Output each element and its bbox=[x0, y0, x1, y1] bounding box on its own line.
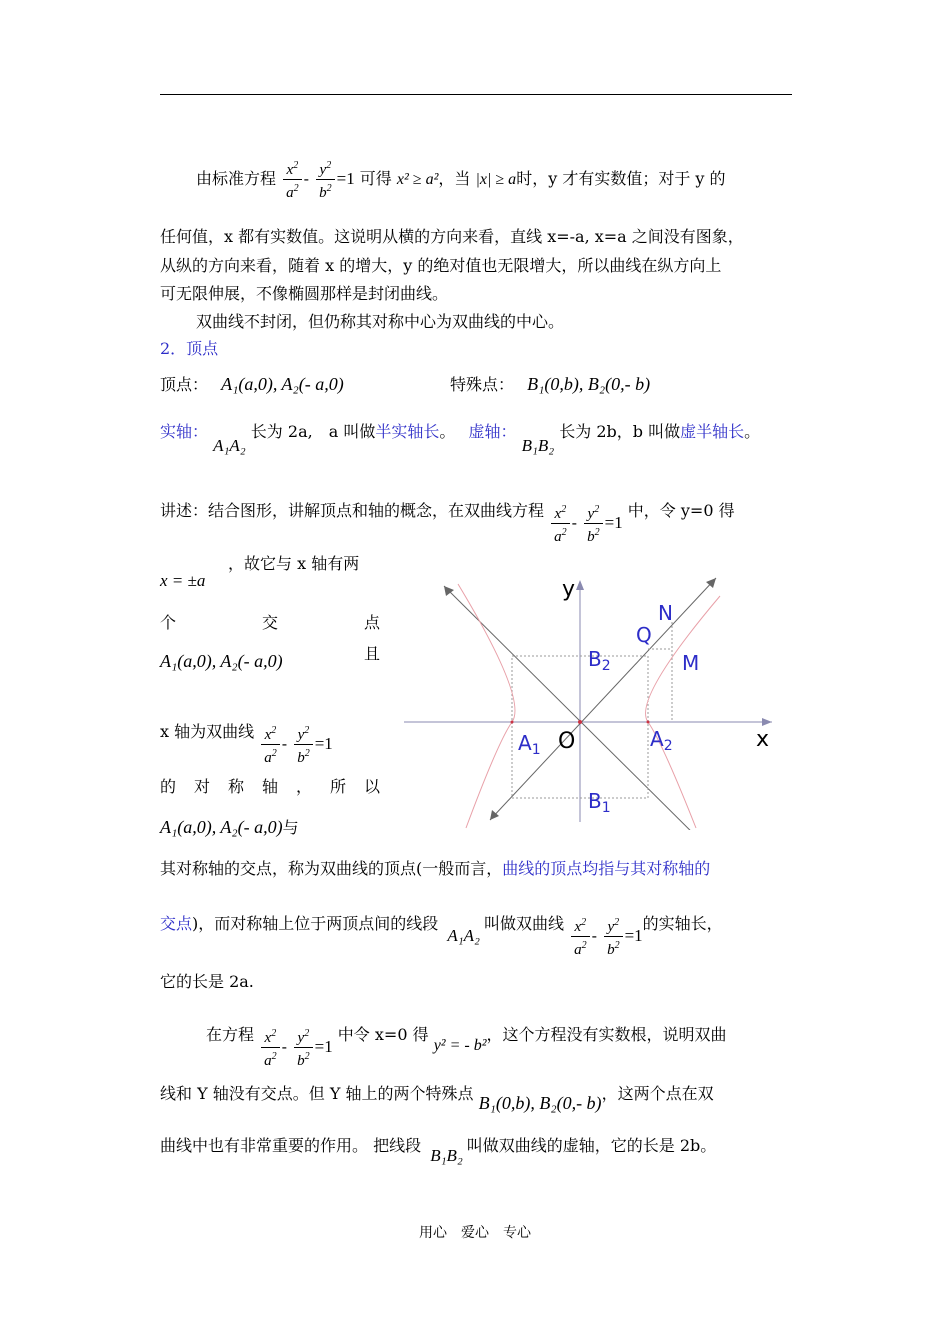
para1-line4: 可无限伸展，不像椭圆那样是封闭曲线。 bbox=[160, 284, 449, 303]
para1-line1: 由标准方程 $\frac{x^2}{a^2}$ - $\frac{y^2}{b^2}$ =1 可得 x² ≥ a²，当 |x| ≥ a时，y 才有实数值；对于 y 的 bbox=[196, 157, 726, 202]
B2-label: $B_2$ bbox=[588, 647, 611, 674]
word: 称 bbox=[228, 777, 245, 796]
Q-label: Q bbox=[636, 623, 652, 647]
x-arrow-icon bbox=[762, 718, 772, 726]
hyperbola-figure bbox=[400, 570, 780, 830]
explain-line-c: 它的长是 2a. bbox=[160, 972, 254, 991]
vertex-line: 顶点： A₁(a,0), A₂(- a,0) bbox=[160, 374, 344, 394]
imag-axis-formula: B₁B₂ bbox=[521, 436, 555, 455]
inequality-absx: |x| ≥ a bbox=[475, 171, 517, 188]
special-formula: B₁(0,b), B₂(0,- b) bbox=[527, 374, 651, 394]
A2-label: $A_2$ bbox=[650, 727, 673, 754]
explain-line-b: 交点)，而对称轴上位于两顶点间的线段 A₁A₂叫做双曲线 $\frac{x^2}{a^2}$ - $\frac{y^2}{b^2}$ =1的实轴长， bbox=[160, 914, 723, 958]
word: 的 bbox=[160, 777, 177, 796]
word: 且 bbox=[364, 644, 381, 663]
origin-label: O bbox=[558, 729, 576, 754]
explain-line-a: 其对称轴的交点，称为双曲线的顶点(一般而言，曲线的顶点均指与其对称轴的 bbox=[160, 859, 711, 878]
y-label: y bbox=[562, 577, 576, 602]
para2: 双曲线不封闭，但仍称其对称中心为双曲线的中心。 bbox=[196, 312, 565, 331]
word: 所 bbox=[330, 777, 347, 796]
fraction-x2-a2: $\frac{x^2}{a^2}$ bbox=[283, 157, 302, 202]
asymptotes bbox=[444, 578, 718, 830]
word: 以 bbox=[364, 777, 381, 796]
B1-label: $B_1$ bbox=[588, 789, 611, 816]
origin-point bbox=[578, 720, 582, 724]
word: 个 bbox=[160, 613, 177, 632]
para1-line3: 从纵的方向来看，随着 x 的增大，y 的绝对值也无限增大，所以曲线在纵方向上 bbox=[160, 256, 722, 275]
header-rule bbox=[160, 94, 792, 95]
vertex-point bbox=[511, 721, 514, 724]
explain-x-axis: x 轴为双曲线 $\frac{x^2}{a^2}$ - $\frac{y^2}{b^2}$ =1 bbox=[160, 722, 333, 766]
A1-label: $A_1$ bbox=[518, 731, 541, 758]
word: ， bbox=[296, 777, 313, 796]
para3-line2: 线和 Y 轴没有交点。但 Y 轴上的两个特殊点 B₁(0,b), B₂(0,- b)，这两个点在双 bbox=[160, 1084, 714, 1113]
axis-line: 实轴： A₁A₂ 长为 2a, a 叫做半实轴长。 虚轴： B₁B₂ 长为 2b，b 叫做虚半轴长。 bbox=[160, 422, 761, 455]
vertex-point bbox=[647, 721, 650, 724]
word: 轴 bbox=[262, 777, 279, 796]
x-label: x bbox=[756, 727, 770, 752]
inequality-x2-a2: x² ≥ a² bbox=[396, 171, 439, 188]
para3-line1: 在方程 $\frac{x^2}{a^2}$ - $\frac{y^2}{b^2}$ =1 中令 x=0 得 y² = - b²，这个方程没有实数根，说明双曲 bbox=[206, 1025, 727, 1069]
explain-line1: 讲述：结合图形，讲解顶点和轴的概念，在双曲线方程 $\frac{x^2}{a^2}$ - $\frac{y^2}{b^2}$ =1 中，令 y=0 得 bbox=[160, 501, 735, 545]
vertex-formula-2: A₁(a,0), A₂(- a,0) bbox=[160, 651, 283, 671]
para3-line3: 曲线中也有非常重要的作用。 把线段 B₁B₂叫做双曲线的虚轴，它的长是 2b。 bbox=[160, 1136, 717, 1165]
fraction-y2-b2: $\frac{y^2}{b^2}$ bbox=[316, 157, 335, 202]
section-title: 2．顶点 bbox=[160, 339, 219, 358]
explain-t3: ，故它与 x 轴有两 bbox=[228, 554, 360, 573]
y-arrow-icon bbox=[576, 580, 584, 590]
real-axis-formula: A₁A₂ bbox=[213, 436, 246, 455]
N-label: N bbox=[658, 601, 673, 625]
para1-line2: 任何值，x 都有实数值。这说明从横的方向来看，直线 x=-a, x=a 之间没有图象， bbox=[160, 227, 744, 246]
word: 点 bbox=[364, 613, 381, 632]
word: 对 bbox=[194, 777, 211, 796]
word: 交 bbox=[262, 613, 279, 632]
footer: 用心 爱心 专心 bbox=[419, 1225, 531, 1241]
vertex-formula-3: A₁(a,0), A₂(- a,0)与 bbox=[160, 817, 299, 837]
text: 由标准方程 bbox=[196, 169, 277, 188]
vertex-formula: A₁(a,0), A₂(- a,0) bbox=[221, 374, 344, 394]
x-eq-pm-a: x = ±a bbox=[160, 571, 206, 590]
M-label: M bbox=[682, 651, 700, 675]
special-points: 特殊点： B₁(0,b), B₂(0,- b) bbox=[450, 374, 651, 394]
